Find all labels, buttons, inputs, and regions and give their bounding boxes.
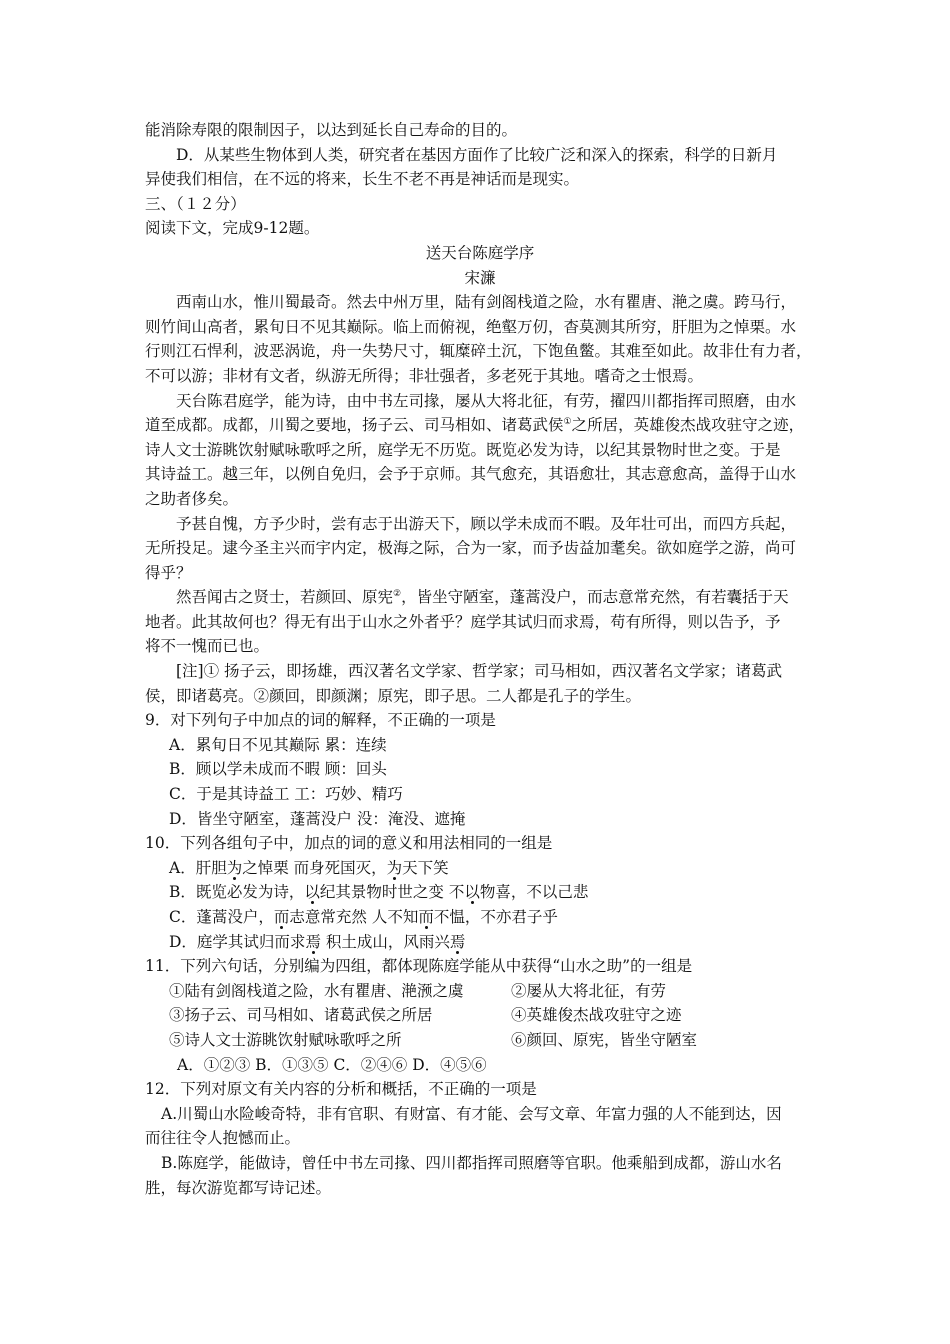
option-b: B.陈庭学，能做诗，曾任中书左司掾、四川都指挥司照磨等官职。他乘船到成都，游山水名 [161, 1153, 782, 1172]
note-line: 侯，即诸葛亮。②颜回，即颜渊；原宪，即子思。二人都是孔子的学生。 [145, 686, 642, 705]
statement-row [145, 979, 815, 1004]
statement-4: ④英雄俊杰战攻驻守之迹 [511, 1006, 682, 1025]
option-c [145, 905, 815, 930]
passage-text: 道至成都。成都，川蜀之要地，扬子云、司马相如、诸葛武侯 [145, 416, 564, 435]
dotted-word: 以 [304, 883, 320, 902]
passage-line: 诗人文士游眺饮射赋咏歌呼之所，庭学无不历览。既览必发为诗，以纪其景物时世之变。于是 [145, 440, 781, 459]
passage-line: 天台陈君庭学，能为诗，由中书左司掾，屡从大将北征，有劳，擢四川都指挥司照磨，由水 [176, 391, 797, 410]
option-text: D．庭学其试归而求 [169, 932, 306, 951]
passage-line: 则竹间山高者，累旬日不见其巅际。临上而俯视，绝壑万仞，杳莫测其所穷，肝胆为之悼栗。水 [145, 317, 797, 336]
option-text: 纪其景物时世之变 不 [319, 883, 465, 902]
option-b [145, 880, 815, 905]
text-line: 异使我们相信，在不远的将来，长生不老不再是神话而是现实。 [145, 170, 580, 189]
passage-line: 不可以游；非材有文者，纵游无所得；非壮强者，多老死于其地。嗜奇之士恨焉。 [145, 366, 704, 385]
option-a-cont: 而往往令人抱憾而止。 [145, 1129, 301, 1148]
option-c: C．于是其诗益工 工：巧妙、精巧 [169, 785, 403, 804]
dotted-word: 焉 [305, 932, 321, 951]
statement-3: ③扬子云、司马相如、诸葛武侯之所居 [169, 1006, 433, 1025]
passage-line: 行则江石悍利，波恶涡诡，舟一失势尺寸，辄糜碎土沉，下饱鱼鳖。其难至如此。故非仕有力者， [145, 342, 812, 361]
option-b-cont: 胜，每次游览都写诗记述。 [145, 1178, 332, 1197]
passage-line [145, 585, 815, 610]
dotted-word: 为 [226, 858, 243, 877]
option-d [145, 930, 815, 955]
option-a: A.川蜀山水险峻奇特，非有官职、有财富、有才能、会写文章、年富力强的人不能到达，因 [161, 1104, 782, 1123]
statement-2: ②屡从大将北征，有劳 [511, 981, 667, 1000]
option-text: B．既览必发为诗， [169, 883, 305, 902]
passage-line: 无所投足。逮今圣主兴而宇内定，极海之际，合为一家，而予齿益加耄矣。欲如庭学之游，尚可 [145, 539, 797, 558]
question-9: 9．对下列句子中加点的词的解释，不正确的一项是 [145, 711, 496, 730]
note-line: [注]① 扬子云，即扬雄，西汉著名文学家、哲学家；司马相如，西汉著名文学家；诸葛武 [176, 662, 783, 681]
option-b: B．顾以学未成而不暇 顾：回头 [169, 760, 387, 779]
dotted-word: 为 [386, 858, 403, 877]
option-text: 之悼栗 而身死国灭， [242, 858, 387, 877]
passage-author: 宋濂 [464, 268, 496, 287]
passage-line: 得乎？ [145, 563, 192, 582]
option-d-line: D．从某些生物体到人类，研究者在基因方面作了比较广泛和深入的探索，科学的日新月 [176, 145, 778, 164]
question-12: 12．下列对原文有关内容的分析和概括，不正确的一项是 [145, 1080, 537, 1099]
exam-page [145, 118, 815, 1200]
question-11: 11．下列六句话，分别编为四组，都体现陈庭学能从中获得“山水之助”的一组是 [145, 957, 693, 976]
passage-text: 之所居，英雄俊杰战攻驻守之迹， [571, 416, 805, 435]
passage-line: 西南山水，惟川蜀最奇。然去中州万里，陆有剑阁栈道之险，水有瞿唐、滟之虞。跨马行， [176, 293, 797, 312]
text-line: 能消除寿限的限制因子，以达到延长自己寿命的目的。 [145, 121, 518, 139]
passage-line: 地者。此其故何也？得无有出于山水之外者乎？庭学其试归而求焉，苟有所得，则以告予，予 [145, 612, 781, 631]
passage-text: 然吾闻古之贤士，若颜回、原宪 [176, 588, 394, 607]
passage-line: 予甚自愧，方予少时，尝有志于出游天下，顾以学未成而不暇。及年壮可出，而四方兵起， [176, 514, 797, 533]
statement-6: ⑥颜回、原宪，皆坐守陋室 [511, 1030, 698, 1049]
answer-options: A．①②③ B．①③⑤ C．②④⑥ D．④⑤⑥ [177, 1055, 487, 1074]
passage-text: ，皆坐守陋室，蓬蒿没户，而志意常充然，有若囊括于天 [401, 588, 789, 607]
option-text: 物喜，不以己悲 [479, 883, 589, 902]
option-text: 志意常充然 人不知 [289, 908, 419, 926]
option-text: A．肝胆 [169, 858, 227, 877]
passage-line: 其诗益工。越三年，以例自免归，会予于京师。其气愈充，其语愈壮，其志意愈高，盖得于山水 [145, 465, 797, 484]
section-heading: 三、（１２分） [145, 194, 246, 213]
statement-row [145, 1028, 815, 1053]
option-a: A．累旬日不见其巅际 累：连续 [169, 735, 387, 754]
option-a [145, 856, 815, 881]
passage-title: 送天台陈庭学序 [425, 243, 535, 262]
passage-line: 之助者侈矣。 [145, 489, 239, 508]
passage-line: 将不一愧而已也。 [145, 637, 270, 656]
passage-line [145, 413, 815, 438]
footnote-marker: ② [393, 589, 402, 600]
dotted-word: 而 [273, 908, 290, 926]
option-text: 不愠，不亦君子乎 [433, 908, 558, 926]
option-text: C．蓬蒿没户， [169, 908, 274, 926]
footnote-marker: ① [563, 417, 572, 428]
dotted-word: 而 [418, 908, 434, 926]
dotted-word: 以 [464, 883, 480, 902]
dotted-word: 焉 [449, 932, 466, 951]
statement-row [145, 1003, 815, 1028]
option-d: D．皆坐守陋室，蓬蒿没户 没：淹没、遮掩 [169, 809, 466, 828]
statement-5: ⑤诗人文士游眺饮射赋咏歌呼之所 [169, 1030, 402, 1049]
statement-1: ①陆有剑阁栈道之险，水有瞿唐、滟滪之虞 [169, 981, 464, 1000]
option-text: 天下笑 [402, 858, 449, 877]
instruction-line: 阅读下文，完成9-12题。 [145, 219, 320, 238]
option-text: 积土成山，风雨兴 [320, 932, 450, 951]
question-10: 10．下列各组句子中，加点的词的意义和用法相同的一组是 [145, 834, 553, 853]
